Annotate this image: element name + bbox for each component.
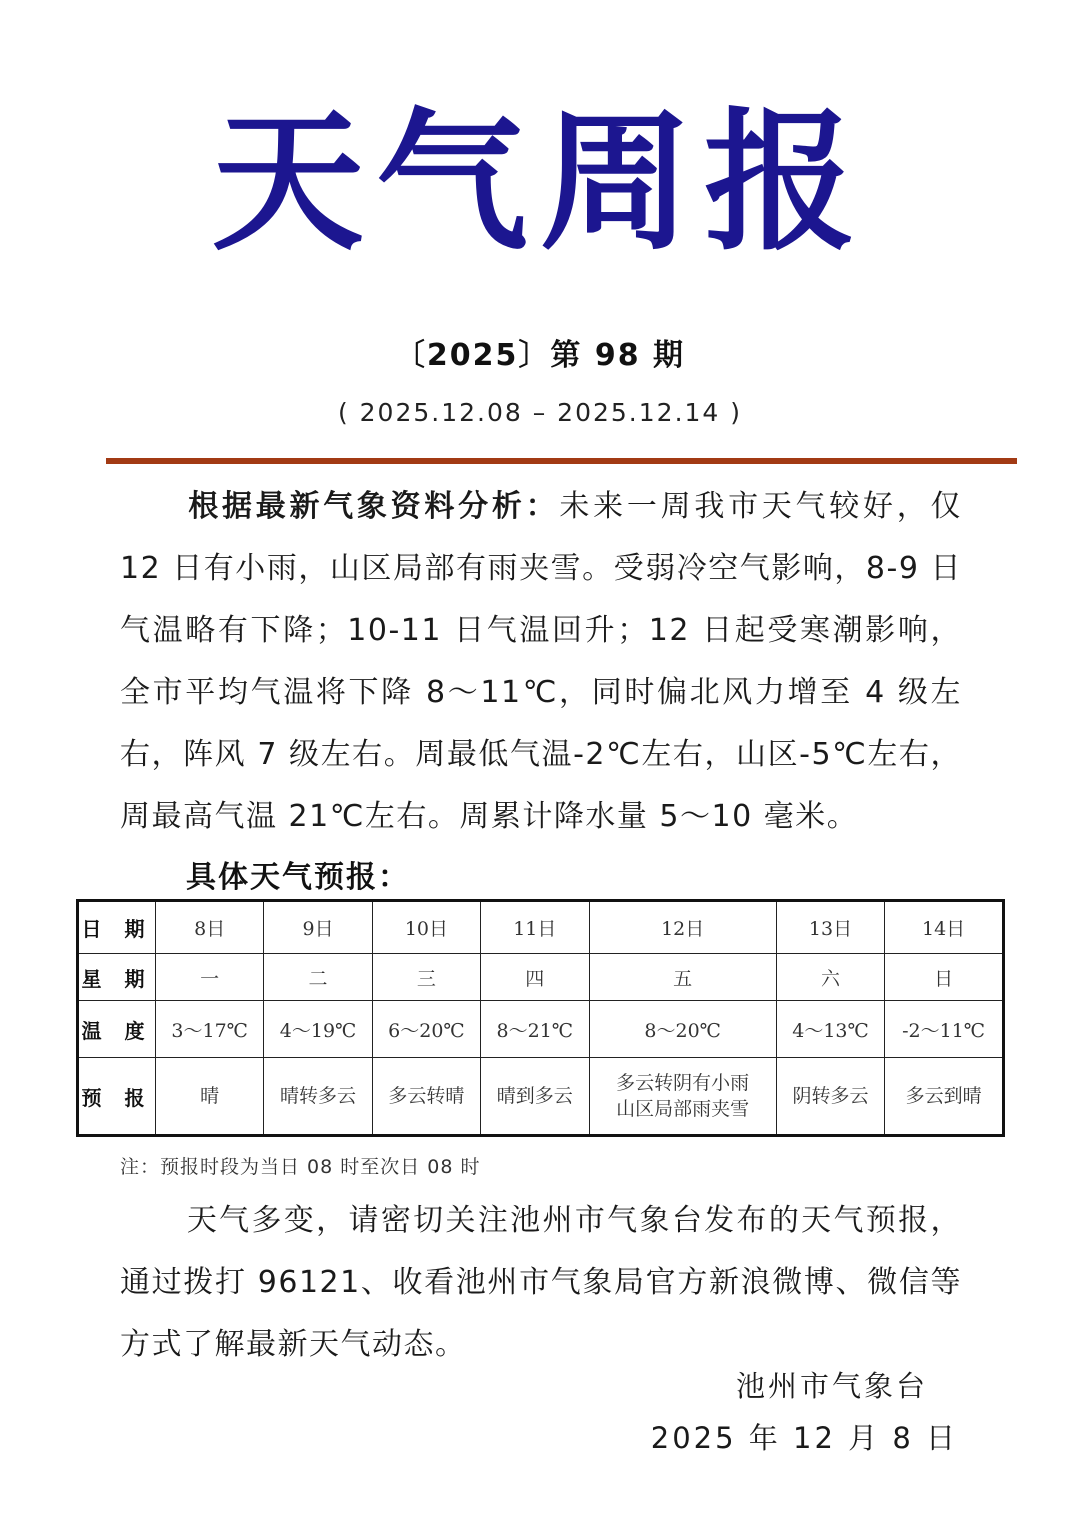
cell-date: 14日 — [885, 901, 1004, 954]
forecast-table — [76, 899, 1005, 1137]
table-row-weekday — [78, 954, 1004, 1001]
cell-date: 13日 — [776, 901, 884, 954]
row-header-date: 日 期 — [78, 901, 156, 954]
cell-date: 9日 — [264, 901, 372, 954]
table-row-forecast — [78, 1058, 1004, 1136]
cell-weekday: 四 — [481, 954, 589, 1001]
cell-forecast: 晴到多云 — [481, 1058, 589, 1136]
table-row-date — [78, 901, 1004, 954]
cell-temperature: 4～13℃ — [776, 1001, 884, 1058]
cell-temperature: 4～19℃ — [264, 1001, 372, 1058]
date-range: ( 2025.12.08 – 2025.12.14 ) — [337, 398, 743, 427]
issue-number: 〔2025〕第 98 期 — [394, 338, 686, 373]
analysis-paragraph — [120, 476, 962, 848]
cell-forecast: 阴转多云 — [776, 1058, 884, 1136]
row-header-forecast: 预 报 — [78, 1058, 156, 1136]
cell-forecast-multiline — [589, 1058, 776, 1136]
advice-text: 天气多变，请密切关注池州市气象台发布的天气预报，通过拨打 96121、收看池州市气象局官方新浪微博、微信等方式了解最新天气动态。 — [120, 1203, 962, 1362]
forecast-note: 注：预报时段为当日 08 时至次日 08 时 — [120, 1156, 481, 1178]
forecast-heading: 具体天气预报： — [186, 860, 410, 895]
cell-date: 12日 — [589, 901, 776, 954]
cell-weekday: 三 — [372, 954, 480, 1001]
header-divider — [106, 458, 1017, 464]
cell-temperature: 3～17℃ — [156, 1001, 264, 1058]
cell-date: 11日 — [481, 901, 589, 954]
signature-date: 2025 年 12 月 8 日 — [650, 1421, 958, 1455]
masthead-title: 天气周报 — [212, 92, 868, 271]
cell-date: 8日 — [156, 901, 264, 954]
row-header-weekday: 星 期 — [78, 954, 156, 1001]
cell-temperature: 6～20℃ — [372, 1001, 480, 1058]
cell-forecast: 晴 — [156, 1058, 264, 1136]
analysis-body: 未来一周我市天气较好，仅 12 日有小雨，山区局部有雨夹雪。受弱冷空气影响，8-9 日气温略有下降；10-11 日气温回升；12 日起受寒潮影响，全市平均气温将下降 8～11℃，同时偏北风力增至 4 级左右，阵风 7 级左右。周最低气温-2℃左右，山区-5℃左右，周最高气温 21℃左右。周累计降水量 5～10 毫米。 — [120, 489, 963, 834]
forecast-line-2: 山区局部雨夹雪 — [616, 1098, 750, 1120]
table-row-temperature — [78, 1001, 1004, 1058]
cell-temperature: 8～20℃ — [589, 1001, 776, 1058]
cell-temperature: 8～21℃ — [481, 1001, 589, 1058]
cell-forecast: 晴转多云 — [264, 1058, 372, 1136]
forecast-line-1: 多云转阴有小雨 — [616, 1072, 750, 1094]
cell-weekday: 一 — [156, 954, 264, 1001]
cell-weekday: 日 — [885, 954, 1004, 1001]
cell-weekday: 二 — [264, 954, 372, 1001]
cell-weekday: 六 — [776, 954, 884, 1001]
signature-organization: 池州市气象台 — [735, 1369, 928, 1403]
analysis-lead: 根据最新气象资料分析： — [186, 489, 560, 524]
cell-temperature: -2～11℃ — [885, 1001, 1004, 1058]
advice-paragraph — [120, 1190, 962, 1376]
cell-forecast: 多云转晴 — [372, 1058, 480, 1136]
cell-weekday: 五 — [589, 954, 776, 1001]
cell-date: 10日 — [372, 901, 480, 954]
row-header-temperature: 温 度 — [78, 1001, 156, 1058]
cell-forecast: 多云到晴 — [885, 1058, 1004, 1136]
